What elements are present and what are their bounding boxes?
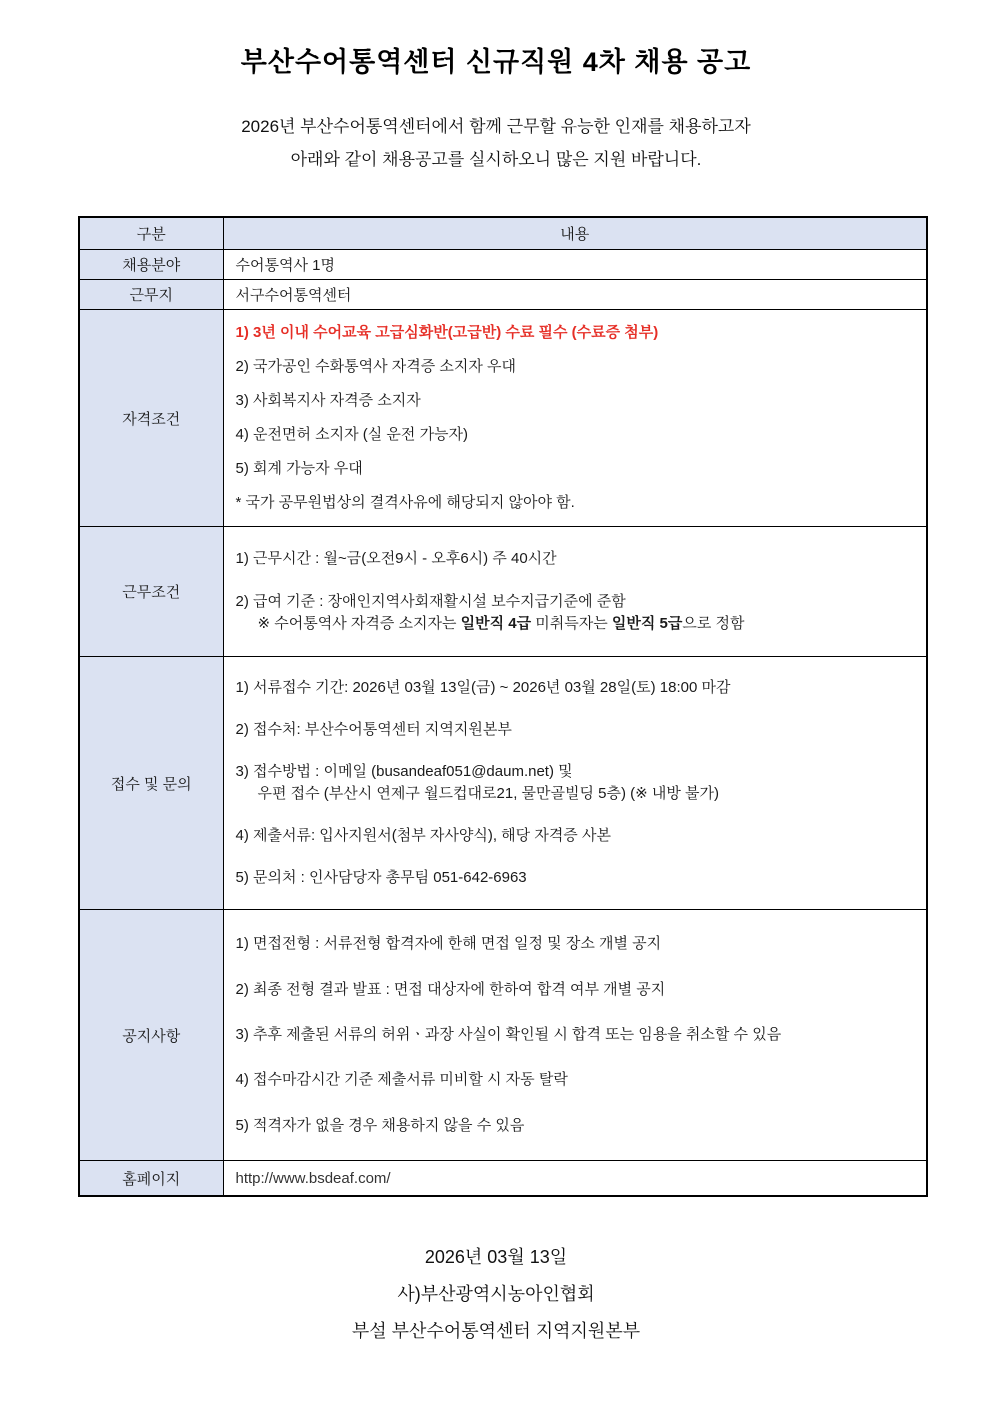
work-conditions-label: 근무조건: [79, 527, 223, 657]
page-subtitle: [0, 110, 992, 176]
notice-item-4: 4) 접수마감시간 기준 제출서류 미비할 시 자동 탈락: [235, 1071, 568, 1089]
work-conditions-content: [223, 527, 927, 657]
notice-item-3: 3) 추후 제출된 서류의 허위ㆍ과장 사실이 확인될 시 합격 또는 임용을 취소할 수 있음: [235, 1025, 782, 1043]
header-content-cell: 내용: [223, 217, 927, 250]
table-row-work-conditions: [79, 527, 927, 657]
recruit-field-label: 채용분야: [79, 250, 223, 280]
recruit-field-content: 수어통역사 1명: [223, 250, 927, 280]
table-row-homepage: [79, 1161, 927, 1197]
application-item-5: 5) 문의처 : 인사담당자 총무팀 051-642-6963: [235, 869, 527, 886]
qualification-item-1: 1) 3년 이내 수어교육 고급심화반(고급반) 수료 필수 (수료증 첨부): [235, 324, 659, 341]
table-row-application: [79, 657, 927, 910]
salary-note-prefix: ※ 수어통역사 자격증 소지자는: [257, 615, 461, 632]
homepage-label: 홈페이지: [79, 1161, 223, 1197]
application-label: 접수 및 문의: [79, 657, 223, 910]
qualification-item-3: 3) 사회복지사 자격증 소지자: [235, 392, 421, 409]
notices-label: 공지사항: [79, 910, 223, 1161]
table-row-work-location: [79, 280, 927, 310]
qualification-item-5: 5) 회계 가능자 우대: [235, 460, 363, 477]
qualifications-content: [223, 310, 927, 527]
table-row-recruit-field: [79, 250, 927, 280]
salary-note-grade4: 일반직 4급: [460, 615, 532, 632]
work-conditions-salary-note: [236, 613, 915, 635]
header-category-cell: 구분: [79, 217, 223, 250]
application-item-3-line-2: 우편 접수 (부산시 연제구 월드컵대로21, 물만골빌딩 5층) (※ 내방 불가): [257, 785, 720, 802]
salary-note-suffix: 으로 정함: [682, 615, 745, 632]
work-location-content: 서구수어통역센터: [223, 280, 927, 310]
subtitle-line-2: 아래와 같이 채용공고를 실시하오니 많은 지원 바랍니다.: [290, 150, 702, 169]
salary-note-grade5: 일반직 5급: [611, 615, 683, 632]
notices-content: [223, 910, 927, 1161]
work-conditions-item-2-line: 2) 급여 기준 : 장애인지역사회재활시설 보수지급기준에 준함: [235, 593, 626, 610]
salary-note-mid: 미취득자는: [531, 615, 612, 632]
footer-org-line-2: 부설 부산수어통역센터 지역지원본부: [351, 1321, 641, 1341]
homepage-url: http://www.bsdeaf.com/: [223, 1161, 927, 1197]
application-item-1: 1) 서류접수 기간: 2026년 03월 13일(금) ~ 2026년 03월 28일(토) 18:00 마감: [235, 679, 731, 696]
qualification-item-4: 4) 운전면허 소지자 (실 운전 가능자): [235, 426, 469, 443]
application-item-4: 4) 제출서류: 입사지원서(첨부 자사양식), 해당 자격증 사본: [235, 827, 611, 844]
notice-item-2: 2) 최종 전형 결과 발표 : 면접 대상자에 한하여 합격 여부 개별 공지: [235, 980, 666, 998]
page-title: 부산수어통역센터 신규직원 4차 채용 공고: [240, 47, 752, 77]
footer-date: 2026년 03월 13일: [424, 1247, 568, 1267]
notice-item-1: 1) 면접전형 : 서류전형 합격자에 한해 면접 일정 및 장소 개별 공지: [235, 935, 662, 953]
application-item-3: [236, 761, 915, 805]
application-content: [223, 657, 927, 910]
work-conditions-item-2: [236, 591, 915, 635]
table-header-row: [79, 217, 927, 250]
work-conditions-item-1: 1) 근무시간 : 월~금(오전9시 - 오후6시) 주 40시간: [235, 550, 557, 567]
notice-item-5: 5) 적격자가 없을 경우 채용하지 않을 수 있음: [235, 1116, 525, 1134]
table-row-notices: [79, 910, 927, 1161]
footer-org-line-1: 사)부산광역시농아인협회: [397, 1284, 595, 1304]
recruitment-table: [78, 216, 928, 1197]
work-location-label: 근무지: [79, 280, 223, 310]
qualification-item-2: 2) 국가공인 수화통역사 자격증 소지자 우대: [235, 358, 517, 375]
subtitle-line-1: 2026년 부산수어통역센터에서 함께 근무할 유능한 인재를 채용하고자: [241, 117, 751, 136]
application-item-2: 2) 접수처: 부산수어통역센터 지역지원본부: [235, 721, 512, 738]
qualifications-label: 자격조건: [79, 310, 223, 527]
application-item-3-line-1: 3) 접수방법 : 이메일 (busandeaf051@daum.net) 및: [235, 763, 573, 780]
footer: [0, 1239, 992, 1350]
qualification-note: * 국가 공무원법상의 결격사유에 해당되지 않아야 함.: [235, 494, 575, 511]
table-row-qualifications: [79, 310, 927, 527]
